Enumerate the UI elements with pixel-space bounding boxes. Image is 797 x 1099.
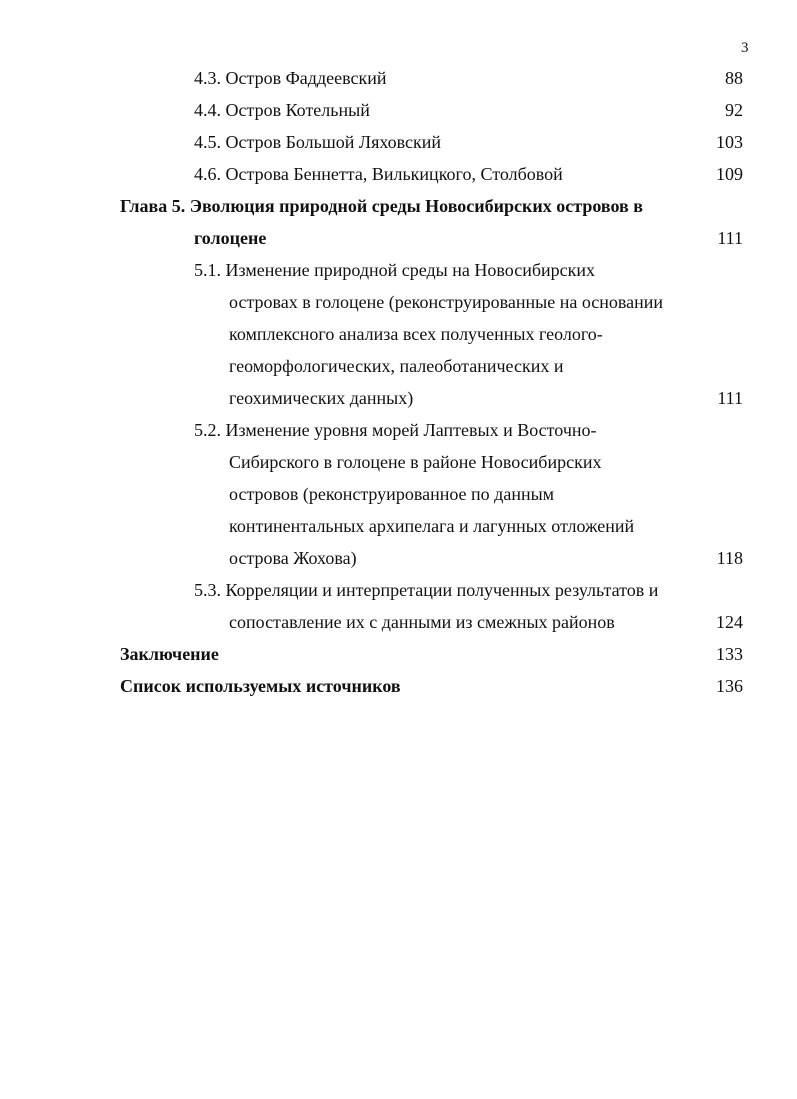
toc-entry-title: континентальных архипелага и лагунных отложений: [229, 516, 635, 536]
toc-entry-4-6: [0, 158, 797, 190]
toc-entry-page: 136: [716, 676, 743, 696]
toc-entry-title: 5.1. Изменение природной среды на Новосибирских: [194, 260, 596, 280]
table-of-contents: [0, 62, 797, 702]
toc-entry-page: 92: [725, 100, 743, 120]
toc-entry-title: сопоставление их с данными из смежных районов: [229, 612, 615, 632]
toc-entry-page: 109: [716, 164, 743, 184]
toc-entry-5-2-line-5: [0, 542, 797, 574]
toc-entry-5-3-line-1: [0, 574, 797, 606]
toc-entry-title: Заключение: [120, 644, 219, 664]
toc-entry-5-1-line-3: [0, 318, 797, 350]
toc-chapter-5-line-2: [0, 222, 797, 254]
toc-entry-title: островах в голоцене (реконструированные на основании: [229, 292, 664, 312]
toc-entry-title: 4.4. Остров Котельный: [194, 100, 370, 120]
toc-entry-page: 124: [716, 612, 743, 632]
toc-entry-title: острова Жохова): [229, 548, 357, 568]
toc-chapter-5-line-1: [0, 190, 797, 222]
toc-entry-title: 5.3. Корреляции и интерпретации полученных результатов и: [194, 580, 659, 600]
toc-entry-page: 88: [725, 68, 743, 88]
toc-entry-5-2-line-3: [0, 478, 797, 510]
toc-entry-5-1-line-4: [0, 350, 797, 382]
toc-entry-4-5: [0, 126, 797, 158]
toc-entry-title: 4.5. Остров Большой Ляховский: [194, 132, 442, 152]
toc-entry-title: 4.6. Острова Беннетта, Вилькицкого, Столбовой: [194, 164, 563, 184]
toc-entry-page: 103: [716, 132, 743, 152]
toc-entry-page: 111: [717, 388, 743, 408]
toc-entry-title: 5.2. Изменение уровня морей Лаптевых и Восточно-: [194, 420, 597, 440]
toc-entry-title: комплексного анализа всех полученных геолого-: [229, 324, 603, 344]
toc-entry-5-1-line-5: [0, 382, 797, 414]
toc-entry-5-2-line-2: [0, 446, 797, 478]
toc-chapter-title: Глава 5. Эволюция природной среды Новосибирских островов в: [120, 196, 643, 216]
toc-entry-5-2-line-4: [0, 510, 797, 542]
toc-entry-5-1-line-1: [0, 254, 797, 286]
toc-entry-5-3-line-2: [0, 606, 797, 638]
page-number: 3: [741, 40, 749, 56]
toc-entry-title: 4.3. Остров Фаддеевский: [194, 68, 387, 88]
toc-conclusion: [0, 638, 797, 670]
toc-entry-title: геоморфологических, палеоботанических и: [229, 356, 564, 376]
toc-entry-4-4: [0, 94, 797, 126]
toc-references: [0, 670, 797, 702]
toc-entry-title: Список используемых источников: [120, 676, 401, 696]
toc-entry-page: 133: [716, 644, 743, 664]
toc-entry-title: геохимических данных): [229, 388, 414, 408]
toc-entry-5-1-line-2: [0, 286, 797, 318]
toc-entry-4-3: [0, 62, 797, 94]
toc-entry-5-2-line-1: [0, 414, 797, 446]
toc-entry-page: 118: [716, 548, 743, 568]
toc-entry-title: Сибирского в голоцене в районе Новосибирских: [229, 452, 602, 472]
toc-chapter-title: голоцене: [194, 228, 267, 248]
toc-entry-page: 111: [717, 228, 743, 248]
toc-entry-title: островов (реконструированное по данным: [229, 484, 555, 504]
